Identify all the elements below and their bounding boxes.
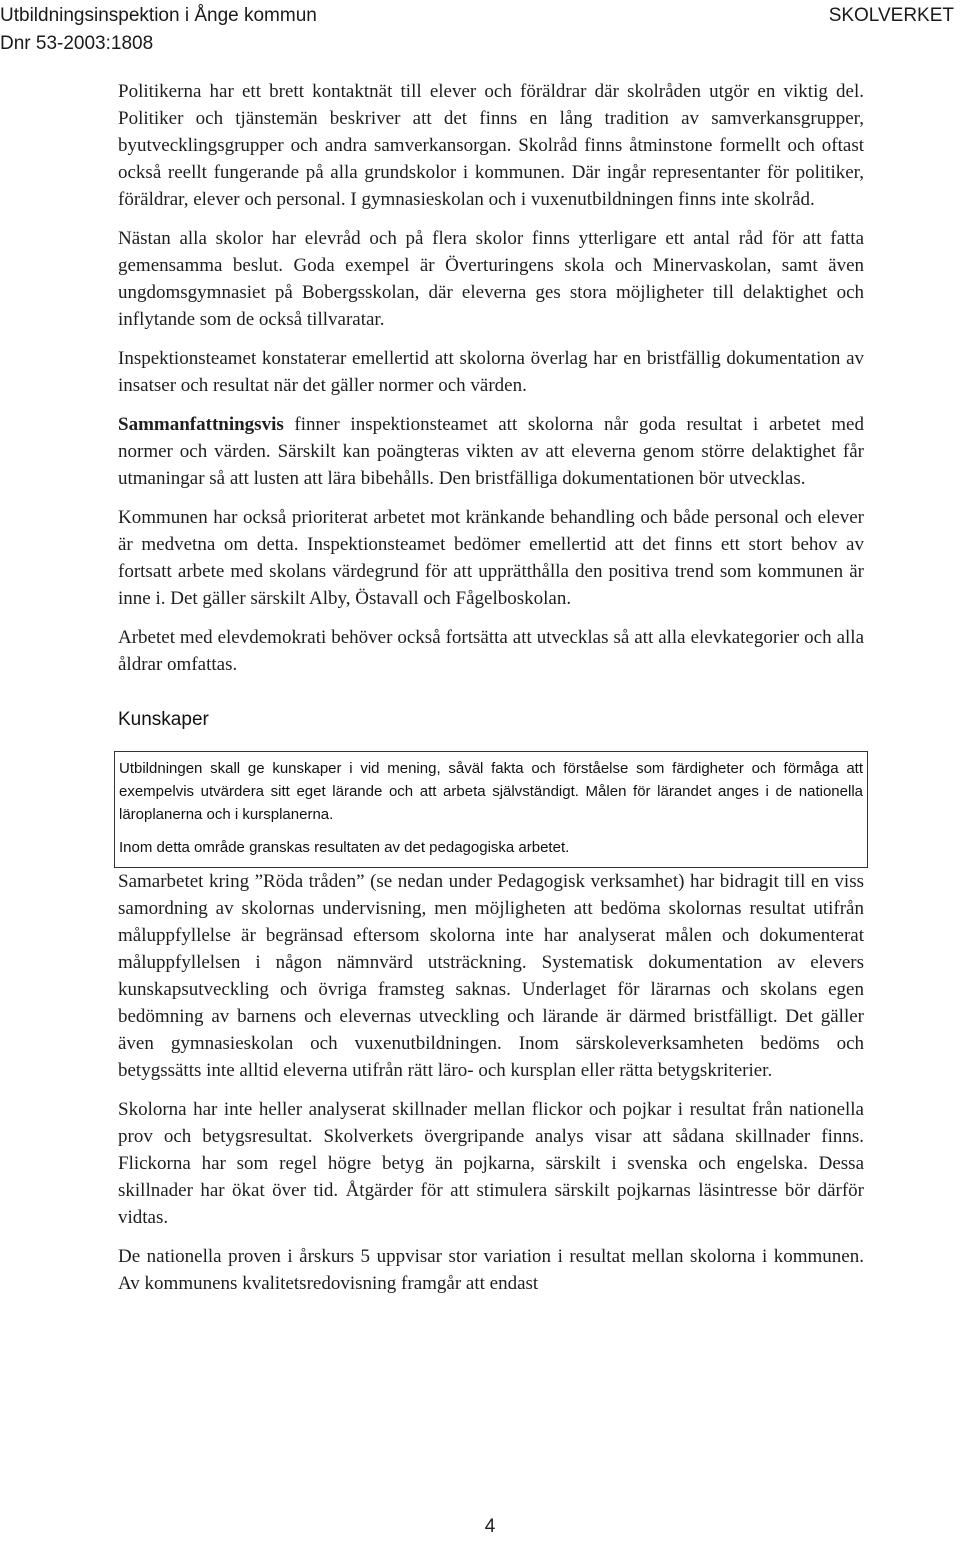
info-box-text: Inom detta område granskas resultaten av det pedagogiska arbetet.: [119, 839, 570, 856]
paragraph: Politikerna har ett brett kontaktnät till elever och föräldrar där skolråden utgör en viktig del. Politiker och tjänstemän beskriver att det finns en lång tradition av samverkansgrupper, byutvecklingsgrupper och andra samverkansorgan. Skolråd finns åtminstone formellt och oftast också reellt fungerande på alla grundskolor i kommunen. Där ingår representanter för politiker, föräldrar, elever och personal. I gymnasieskolan och i vuxenutbildningen finns inte skolråd.: [118, 81, 864, 210]
document-number: Dnr 53-2003:1808: [0, 33, 154, 54]
document-title: Utbildningsinspektion i Ånge kommun: [0, 5, 317, 26]
paragraph: [118, 411, 864, 492]
paragraph: Skolorna har inte heller analyserat skillnader mellan flickor och pojkar i resultat från nationella prov och betygsresultat. Skolverkets övergripande analys visar att sådana skillnader finns. Flickorna har som regel högre betyg än pojkarna, särskilt i svenska och engelska. Dessa skillnader har ökat över tid. Åtgärder för att stimulera särskilt pojkarnas läsintresse bör därför vidtas.: [118, 1099, 864, 1228]
paragraph-rest: finner inspektionsteamet att skolorna når goda resultat i arbetet med normer och värden. Särskilt kan poängteras vikten av att eleverna genom större delaktighet får utmaningar så att lusten att lära bibehålls. Den bristfälliga dokumentationen bör utvecklas.: [118, 414, 864, 489]
organization-name: SKOLVERKET: [828, 5, 954, 26]
paragraph: De nationella proven i årskurs 5 uppvisar stor variation i resultat mellan skolorna i kommunen. Av kommunens kvalitetsredovisning framgår att endast: [118, 1246, 864, 1294]
document-body: [118, 78, 864, 1309]
section-heading: Kunskaper: [118, 709, 209, 730]
paragraph: Inspektionsteamet konstaterar emellertid att skolorna överlag har en bristfällig dokumentation av insatser och resultat när det gäller normer och värden.: [118, 348, 864, 396]
info-box-text: Utbildningen skall ge kunskaper i vid mening, såväl fakta och förståelse som färdigheter och förmåga att exempelvis utvärdera sitt eget lärande och att arbeta självständigt. Målen för lärandet anges i de nationella läroplanerna och i kursplanerna.: [119, 760, 863, 823]
paragraph: Arbetet med elevdemokrati behöver också fortsätta att utvecklas så att alla elevkategorier och alla åldrar omfattas.: [118, 627, 864, 675]
page-header-left: [0, 2, 317, 58]
paragraph: Samarbetet kring ”Röda tråden” (se nedan under Pedagogisk verksamhet) har bidragit till en viss samordning av skolornas undervisning, men möjligheten att bedöma skolornas resultat utifrån måluppfyllelse är begränsad eftersom skolorna inte har analyserat målen och dokumenterat måluppfyllelsen i någon nämnvärd utsträckning. Systematisk dokumentation av elevers kunskapsutveckling och övriga framsteg saknas. Underlaget för lärarnas och skolans egen bedömning av barnens och elevernas utveckling och lärande är därmed bristfälligt. Det gäller även gymnasieskolan och vuxenutbildningen. Inom särskoleverksamheten bedöms och betygssätts inte alltid eleverna utifrån rätt läro- och kursplan eller rätta betygskriterier.: [118, 871, 864, 1081]
info-box: [114, 751, 868, 868]
page-number: 4: [484, 1516, 496, 1537]
paragraph: Kommunen har också prioriterat arbetet mot kränkande behandling och både personal och elever är medvetna om detta. Inspektionsteamet bedömer emellertid att det finns ett stort behov av fortsatt arbete med skolans värdegrund för att upprätthålla den positiva trend som kommunen är inne i. Det gäller särskilt Alby, Östavall och Fågelboskolan.: [118, 507, 864, 609]
bold-lead-word: Sammanfattningsvis: [118, 414, 284, 435]
paragraph: Nästan alla skolor har elevråd och på flera skolor finns ytterligare ett antal råd för att fatta gemensamma beslut. Goda exempel är Överturingens skola och Minervaskolan, samt även ungdomsgymnasiet på Bobergsskolan, där eleverna ges stora möjligheter till delaktighet och inflytande som de också tillvaratar.: [118, 228, 864, 330]
